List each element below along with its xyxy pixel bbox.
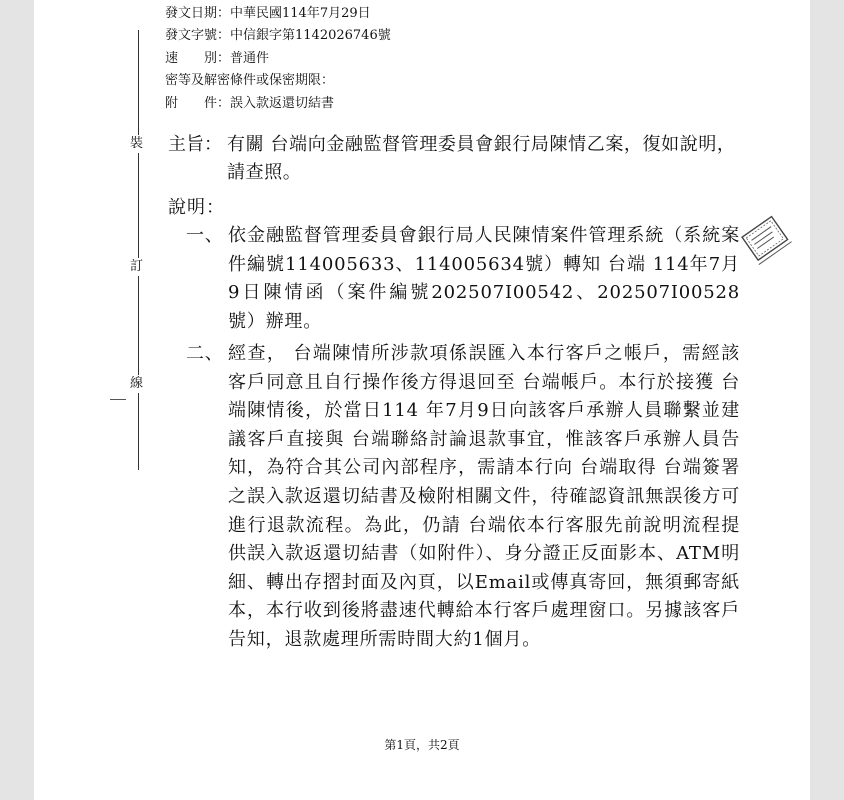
document-number-label: 發文字號： [165,28,231,44]
margin-tick-mark [110,399,126,400]
attachment-value: 誤入款返還切結書 [230,95,335,111]
attachment-label: 附 件： [165,95,231,111]
explanation-label: 說明： [168,197,225,218]
attachment-row [165,93,391,115]
speed-value: 普通件 [230,50,270,66]
issue-date-label: 發文日期： [165,6,231,21]
binding-char-xian: 線 [130,376,144,391]
issue-date-value: 中華民國114年7月29日 [230,6,371,21]
binding-char-zhuang: 裝 [130,136,144,151]
binding-char-ding: 訂 [130,259,144,274]
document-number-value: 中信銀字第1142026746號 [230,28,391,44]
speed-label: 速 別： [165,50,231,66]
item-text: 依金融監督管理委員會銀行局人民陳情案件管理系統（系統案件編號114005633、114005634號）轉知 台端 114年7月9日陳情函（案件編號202507I00542、202507I00528號）辦理。 [228,225,740,332]
document-header [165,3,391,115]
secrecy-label: 密等及解密條件或保密期限： [165,73,335,89]
page-number: 第1頁，共2頁 [384,738,460,752]
document-number-row [165,25,391,47]
issue-date-row [165,3,391,25]
speed-row [165,48,391,70]
secrecy-row [165,70,391,92]
document-page [34,0,810,800]
binding-line [138,30,139,470]
item-number: 一、 [186,225,224,246]
item-number: 二、 [186,343,224,364]
subject-label: 主旨： [168,134,222,155]
item-text: 經查， 台端陳情所涉款項係誤匯入本行客戶之帳戶，需經該客戶同意且自行操作後方得退回至 台端帳戶。本行於接獲 台端陳情後，於當日114 年7月9日向該客戶承辦人員聯繫並建議客戶直接與 台端聯絡討論退款事宜，惟該客戶承辦人員告知，為符合其公司內部程序，需請本行向 台端取得 台端簽署之誤入款返還切結書及檢附相關文件，待確認資訊無誤後方可進行退款流程。為此，仍請 台端依本行客服先前說明流程提供誤入款返還切結書（如附件）、身分證正反面影本、ATM明細、轉出存摺封面及內頁，以Email或傳真寄回，無須郵寄紙本，本行收到後將盡速代轉給本行客戶處理窗口。另據該客戶告知，退款處理所需時間大約1個月。 [228,343,740,650]
subject-text: 有關 台端向金融監督管理委員會銀行局陳情乙案，復如說明，請查照。 [227,134,736,183]
